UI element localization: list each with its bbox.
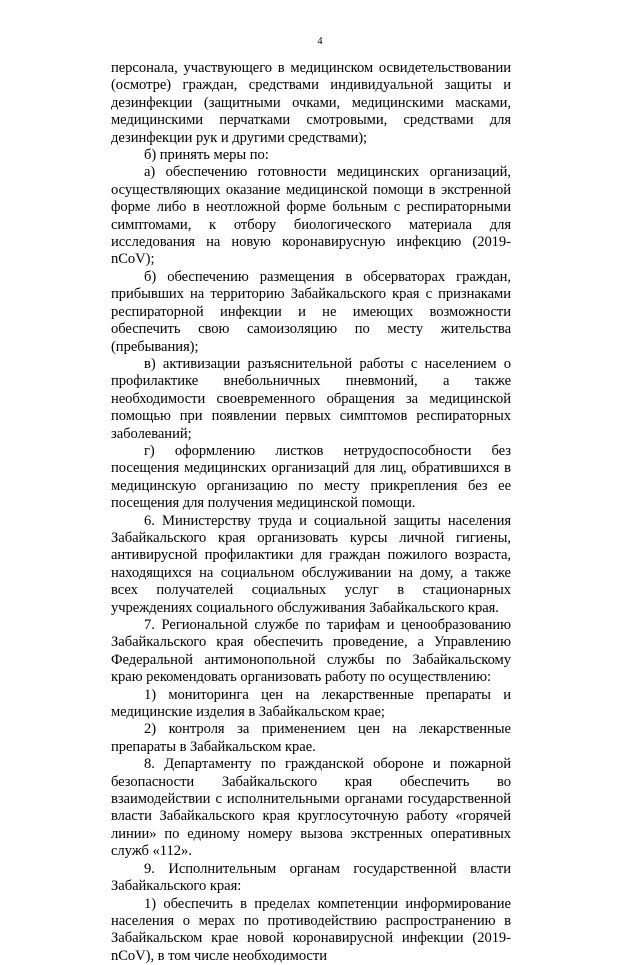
paragraph-item-7-2: 2) контроля за применением цен на лекарственные препараты в Забайкальском крае. (111, 721, 511, 756)
paragraph-subitem-b: б) принять меры по: (111, 147, 511, 164)
paragraph-item-7-1: 1) мониторинга цен на лекарственные препараты и медицинские изделия в Забайкальском крае; (111, 687, 511, 722)
paragraph-item-9: 9. Исполнительным органам государственной власти Забайкальского края: (111, 861, 511, 896)
paragraph-continuation: персонала, участвующего в медицинском освидетельствовании (осмотре) граждан, средствами индивидуальной защиты и дезинфекции (защитными очками, медицинскими масками, медицинскими перчатками смотровыми, средствами для дезинфекции рук и другими средствами); (111, 60, 511, 147)
paragraph-measure-g: г) оформлению листков нетрудоспособности без посещения медицинских организаций для лиц, обратившихся в медицинскую организацию по месту прикрепления без ее посещения для получения медицинской помощи. (111, 443, 511, 513)
paragraph-item-9-1: 1) обеспечить в пределах компетенции информирование населения о мерах по противодействию распространению в Забайкальском крае новой коронавирусной инфекции (2019-nCoV), в том числе необходимости (111, 896, 511, 965)
page-number: 4 (0, 36, 640, 48)
paragraph-item-8: 8. Департаменту по гражданской обороне и пожарной безопасности Забайкальского края обеспечить во взаимодействии с исполнительными органами государственной власти Забайкальского края круглосуточную работу «горячей линии» по единому номеру вызова экстренных оперативных служб «112». (111, 756, 511, 860)
paragraph-measure-b: б) обеспечению размещения в обсерваторах граждан, прибывших на территорию Забайкальского края с признаками респираторной инфекции и не имеющих возможности обеспечить свою самоизоляцию по месту жительства (пребывания); (111, 269, 511, 356)
paragraph-measure-v: в) активизации разъяснительной работы с населением о профилактике внебольничных пневмоний, а также необходимости своевременного обращения за медицинской помощью при появлении первых симптомов респираторных заболеваний; (111, 356, 511, 443)
paragraph-item-7: 7. Региональной службе по тарифам и ценообразованию Забайкальского края обеспечить проведение, а Управлению Федеральной антимонопольной службы по Забайкальскому краю рекомендовать организовать работу по осуществлению: (111, 617, 511, 687)
document-body (111, 60, 511, 965)
paragraph-item-6: 6. Министерству труда и социальной защиты населения Забайкальского края организовать курсы личной гигиены, антивирусной профилактики для граждан пожилого возраста, находящихся на социальном обслуживании на дому, а также всех получателей социальных услуг в стационарных учреждениях социального обслуживания Забайкальского края. (111, 513, 511, 617)
paragraph-measure-a: а) обеспечению готовности медицинских организаций, осуществляющих оказание медицинской помощи в экстренной форме либо в неотложной форме больным с респираторными симптомами, к отбору биологического материала для исследования на новую коронавирусную инфекцию (2019-nCoV); (111, 164, 511, 268)
